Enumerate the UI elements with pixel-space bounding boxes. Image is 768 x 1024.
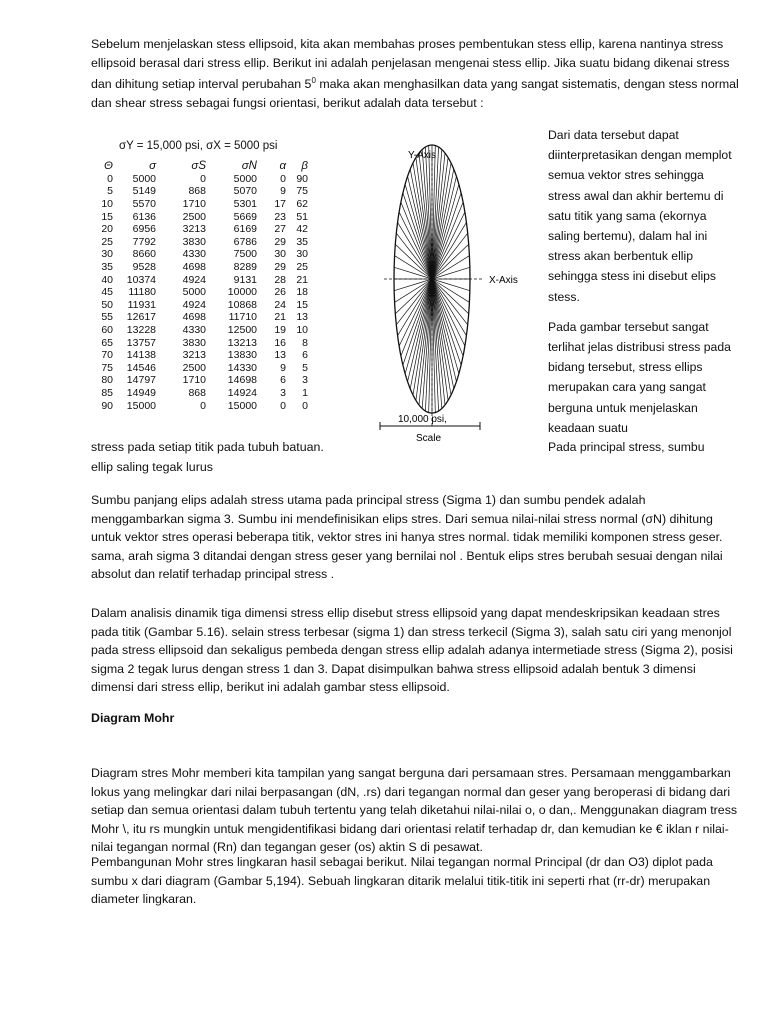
table-cell: 20 <box>101 223 113 236</box>
table-cell: 15000 <box>227 399 257 412</box>
table-cell: 1710 <box>182 374 206 387</box>
table-caption: σY = 15,000 psi, σX = 5000 psi <box>119 140 278 152</box>
table-cell: 13 <box>274 349 286 362</box>
table-row <box>93 198 308 211</box>
table-cell: 9131 <box>233 273 257 286</box>
paragraph-stress-ellipsoid: Dalam analisis dinamik tiga dimensi stress ellip disebut stress ellipsoid yang dapat mendeskripsikan keadaan stres pada titik (Gambar 5.16). selain stress terbesar (sigma 1) dan stress terkecil (Sigma 3), salah satu ciri yang menonjol pada stress ellipsoid dan sekaligus pembeda dengan stress ellip adalah adanya intermetiade stress (Sigma 2), posisi sigma 2 tegak lurus dengan stress 1 dan 3. Dapat disimpulkan bahwa stress ellipsoid adalah bentuk 3 dimensi dimensi dari stress ellip, berikut ini adalah gambar stess ellipsoid. <box>91 606 733 695</box>
table-cell: 6 <box>302 349 308 362</box>
table-cell: 21 <box>274 311 286 324</box>
table-cell: 8 <box>302 336 308 349</box>
scale-value: 10,000 psi, <box>398 414 447 425</box>
table-cell: 6786 <box>233 235 257 248</box>
table-cell: 1 <box>302 386 308 399</box>
table-cell: 15 <box>296 298 308 311</box>
table-cell: 3 <box>280 386 286 399</box>
table-cell: 10 <box>101 198 113 211</box>
table-cell: 13228 <box>126 324 156 337</box>
table-cell: 14546 <box>126 361 156 374</box>
paragraph-mohr-circle: Pembangunan Mohr stres lingkaran hasil sebagai berikut. Nilai tegangan normal Principal (dr dan O3) diplot pada sumbu x dari diagram (Gambar 5,194). Sebuah lingkaran ditarik melalui titik-titik ini seperti rhat (rr-dr) merupakan diameter lingkaran. <box>91 855 713 907</box>
table-row <box>93 210 308 223</box>
table-cell: 5301 <box>233 198 257 211</box>
table-cell: 14698 <box>227 374 257 387</box>
table-cell: 42 <box>296 223 308 236</box>
table-cell: 0 <box>200 399 206 412</box>
table-cell: 6136 <box>132 210 156 223</box>
table-cell: 28 <box>274 273 286 286</box>
table-cell: 11710 <box>228 311 257 324</box>
table-cell: 85 <box>101 386 113 399</box>
table-row <box>93 273 308 286</box>
degree-superscript: 0 <box>311 76 316 86</box>
table-row <box>93 286 308 299</box>
table-cell: 14924 <box>227 386 257 399</box>
table-cell: 80 <box>101 374 113 387</box>
table-cell: 70 <box>101 349 113 362</box>
paragraph-mohr-diagram: Diagram stres Mohr memberi kita tampilan yang sangat berguna dari persamaan stres. Persamaan menggambarkan lokus yang melingkar dari nilai berpasangan (dN, .rs) dari tegangan normal dan geser yang beroperasi di bidang dari setiap dan semua orientasi dalam tubuh tertentu yang telah diketahui nilai-nilai o, o dan,. Menggunakan diagram tress Mohr \, itu rs mungkin untuk mengidentifikasi bidang dari orientasi relatif terhadap dr, dan kemudian ke € iklan r nilai-nilai tegangan normal (Rn) dan tegangan geser (os) aktin S di pesawat. <box>91 766 738 855</box>
table-header-cell: α <box>279 160 286 173</box>
table-cell: 5 <box>302 361 308 374</box>
table-cell: 868 <box>188 185 206 198</box>
table-cell: 15000 <box>126 399 156 412</box>
table-cell: 3213 <box>182 223 206 236</box>
table-row <box>93 311 308 324</box>
table-cell: 14797 <box>126 374 156 387</box>
right-last-line: Pada principal stress, sumbu <box>548 440 705 454</box>
table-cell: 40 <box>101 273 113 286</box>
table-cell: 3 <box>302 374 308 387</box>
table-cell: 0 <box>302 399 308 412</box>
stress-ellipse-figure <box>370 138 540 448</box>
table-cell: 15 <box>101 210 113 223</box>
table-cell: 60 <box>101 324 113 337</box>
table-cell: 26 <box>274 286 286 299</box>
intro-text-a: Sebelum menjelaskan stess ellipsoid, kita akan membahas proses pembentukan stess ellip, karena nantinya stress ellipsoid berasal dari stress ellip. Berikut ini adalah penjelasan mengenai stess ellip. Jika suatu bidang dikenai stress dan dihitung setiap interval perubahan 5 <box>91 37 730 92</box>
table-header-cell: σS <box>191 160 206 173</box>
table-cell: 4330 <box>182 324 206 337</box>
table-row <box>93 387 308 400</box>
table-row <box>93 349 308 362</box>
paragraph-principal-stress: Sumbu panjang elips adalah stress utama pada principal stress (Sigma 1) dan sumbu pendek adalah menggambarkan sigma 3. Sumbu ini mendefinisikan elips stres. Dari semua nilai-nilai stress normal (σN) dihitung untuk vektor stres operasi beberapa titik, vektor stres ini hanya stres normal. tidak memiliki komponen stress geser. sama, arah sigma 3 ditandai dengan stress geser yang bernilai nol . Bentuk elips stres berubah sesuai dengan nilai absolut dan relatif terhadap principal stress . <box>91 493 723 582</box>
table-cell: 13213 <box>227 336 257 349</box>
table-cell: 9 <box>280 185 286 198</box>
table-cell: 17 <box>274 198 286 211</box>
table-cell: 5669 <box>233 210 257 223</box>
table-cell: 0 <box>200 172 206 185</box>
table-cell: 24 <box>274 298 286 311</box>
table-cell: 62 <box>296 198 308 211</box>
table-row <box>93 173 308 186</box>
leftover-line-2: ellip saling tegak lurus <box>91 460 213 474</box>
table-row <box>93 336 308 349</box>
table-cell: 21 <box>296 273 308 286</box>
table-cell: 10374 <box>126 273 156 286</box>
table-row <box>93 374 308 387</box>
x-axis-label: X-Axis <box>489 275 518 286</box>
table-cell: 23 <box>274 210 286 223</box>
table-cell: 16 <box>274 336 286 349</box>
table-cell: 8660 <box>132 248 156 261</box>
table-cell: 9 <box>280 361 286 374</box>
table-cell: 6169 <box>233 223 257 236</box>
table-cell: 75 <box>101 361 113 374</box>
table-cell: 25 <box>296 261 308 274</box>
table-row <box>93 236 308 249</box>
table-cell: 4698 <box>182 311 206 324</box>
leftover-line-1: stress pada setiap titik pada tubuh batuan. <box>91 440 324 454</box>
table-cell: 3830 <box>182 235 206 248</box>
table-cell: 35 <box>101 261 113 274</box>
intro-paragraph <box>91 35 739 113</box>
table-cell: 5000 <box>233 172 257 185</box>
table-cell: 5070 <box>233 185 257 198</box>
table-cell: 11931 <box>127 298 156 311</box>
scale-label: Scale <box>416 433 442 444</box>
table-cell: 9528 <box>132 261 156 274</box>
table-row <box>93 223 308 236</box>
table-row <box>93 399 308 412</box>
right-paragraph-1: Dari data tersebut dapat diinterpretasikan dengan memplot semua vektor stres sehingga stress awal dan akhir bertemu di satu titik yang sama (ekornya saling bertemu), dalam hal ini stress akan berbentuk ellip sehingga stess ini disebut elips stess. <box>548 128 732 304</box>
table-cell: 7500 <box>233 248 257 261</box>
table-row <box>93 248 308 261</box>
table-cell: 11180 <box>128 286 156 299</box>
table-cell: 14949 <box>126 386 156 399</box>
table-cell: 4698 <box>182 261 206 274</box>
stress-table <box>93 160 308 412</box>
table-cell: 35 <box>296 235 308 248</box>
table-cell: 3830 <box>182 336 206 349</box>
table-cell: 45 <box>101 286 113 299</box>
right-column-text <box>548 125 738 448</box>
table-cell: 10868 <box>227 298 257 311</box>
table-row <box>93 299 308 312</box>
table-cell: 90 <box>101 399 113 412</box>
table-cell: 868 <box>188 386 206 399</box>
table-body <box>93 173 308 412</box>
table-cell: 13 <box>296 311 308 324</box>
intro-text-b: maka akan menghasilkan data yang sangat sistematis, dengan stess normal dan shear stress sebagai fungsi orientasi, berikut adalah data tersebut : <box>91 77 739 110</box>
table-cell: 0 <box>280 399 286 412</box>
table-cell: 5000 <box>182 286 206 299</box>
table-cell: 19 <box>274 324 286 337</box>
table-row <box>93 362 308 375</box>
table-cell: 30 <box>296 248 308 261</box>
table-cell: 4924 <box>182 273 206 286</box>
table-cell: 0 <box>280 172 286 185</box>
table-header-cell: Θ <box>104 160 113 173</box>
table-header-cell: β <box>301 160 308 173</box>
table-cell: 7792 <box>132 235 156 248</box>
table-cell: 8289 <box>233 261 257 274</box>
table-cell: 25 <box>101 235 113 248</box>
table-cell: 5149 <box>132 185 156 198</box>
table-cell: 14138 <box>126 349 156 362</box>
table-cell: 30 <box>101 248 113 261</box>
table-cell: 1710 <box>182 198 206 211</box>
table-cell: 10 <box>296 324 308 337</box>
table-cell: 5 <box>107 185 113 198</box>
table-header-cell: σ <box>149 160 156 173</box>
section-heading-mohr: Diagram Mohr <box>91 711 175 725</box>
table-cell: 29 <box>274 261 286 274</box>
table-row <box>93 324 308 337</box>
right-paragraph-2: Pada gambar tersebut sangat terlihat jelas distribusi stress pada bidang tersebut, stress ellips merupakan cara yang sangat berguna untuk menjelaskan keadaan suatu <box>548 319 731 435</box>
table-cell: 18 <box>296 286 308 299</box>
table-cell: 4330 <box>182 248 206 261</box>
table-cell: 6956 <box>132 223 156 236</box>
table-cell: 50 <box>101 298 113 311</box>
table-cell: 13757 <box>126 336 156 349</box>
y-axis-label: Y-Axis <box>408 150 436 161</box>
table-cell: 65 <box>101 336 113 349</box>
table-cell: 51 <box>296 210 308 223</box>
table-cell: 6 <box>280 374 286 387</box>
table-cell: 90 <box>296 172 308 185</box>
table-cell: 29 <box>274 235 286 248</box>
table-cell: 3213 <box>182 349 206 362</box>
table-cell: 14330 <box>227 361 257 374</box>
table-header-row <box>93 160 308 173</box>
table-cell: 30 <box>274 248 286 261</box>
table-cell: 13830 <box>227 349 257 362</box>
table-cell: 2500 <box>182 361 206 374</box>
table-cell: 0 <box>107 172 113 185</box>
table-cell: 75 <box>296 185 308 198</box>
table-cell: 4924 <box>182 298 206 311</box>
table-cell: 5000 <box>132 172 156 185</box>
stress-data-table <box>91 128 345 418</box>
table-row <box>93 261 308 274</box>
table-cell: 10000 <box>227 286 257 299</box>
table-cell: 55 <box>101 311 113 324</box>
table-cell: 2500 <box>182 210 206 223</box>
table-cell: 5570 <box>132 198 156 211</box>
table-cell: 12617 <box>126 311 156 324</box>
table-cell: 27 <box>274 223 286 236</box>
table-cell: 12500 <box>227 324 257 337</box>
table-row <box>93 185 308 198</box>
table-header-cell: σN <box>241 160 257 173</box>
